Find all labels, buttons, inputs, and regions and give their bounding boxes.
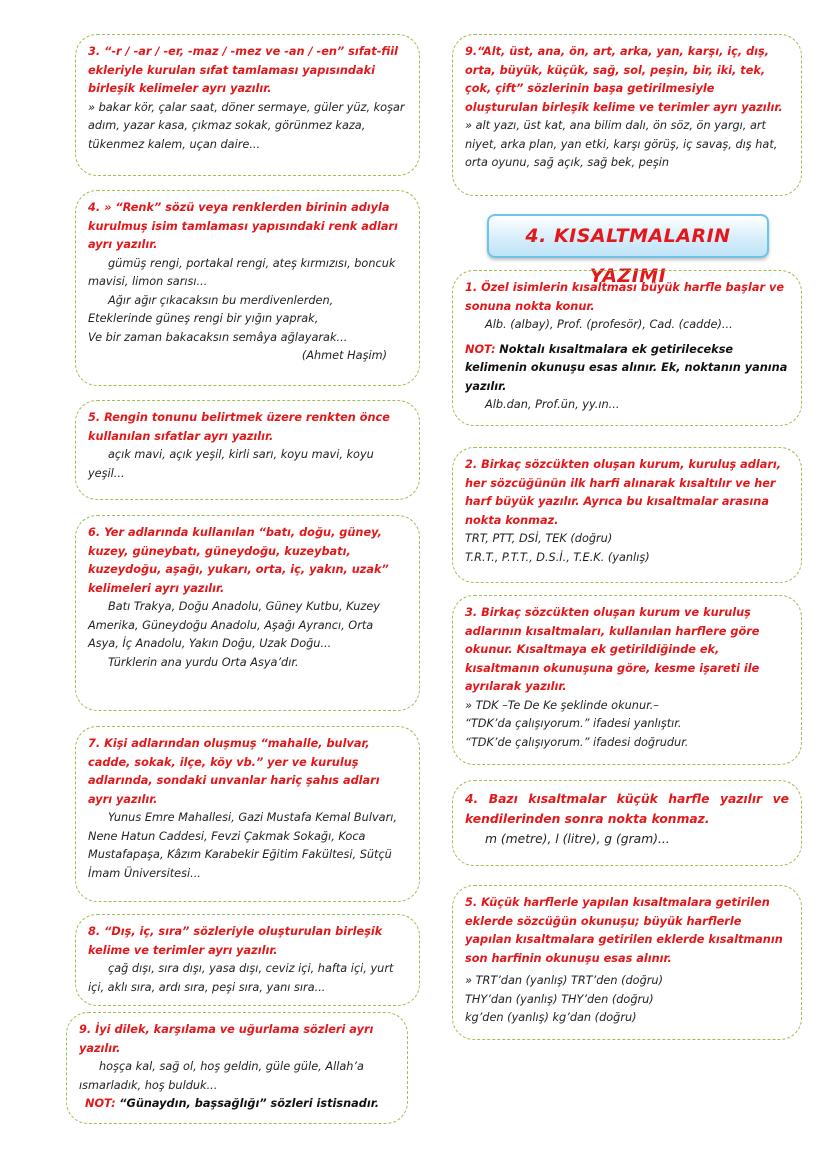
note-text: “Günaydın, başsağlığı” sözleri istisnadır. (119, 1097, 379, 1110)
note (79, 1095, 395, 1114)
rule-box-8 (75, 914, 420, 1006)
rule-examples: çağ dışı, sıra dışı, yasa dışı, ceviz içi, hafta içi, yurt içi, aklı sıra, ardı sıra, peşi sıra, yanı sıra... (88, 962, 394, 994)
section-title: 4. KISALTMALARIN YAZIMI (487, 214, 769, 258)
note-text: Noktalı kısaltmalara ek getirilecekse kelimenin okunuşu esas alınır. Ek, noktanın yanına yazılır. (465, 342, 788, 393)
rule-box-5 (75, 400, 420, 500)
example-line: “TDK’da çalışıyorum.” ifadesi yanlıştır. (465, 717, 682, 730)
rule-heading: 7. Kişi adlarından oluşmuş “mahalle, bulvar, cadde, sokak, ilçe, köy vb.” yer ve kuruluş adlarında, sondaki unvanlar hariç şahıs adları ayrı yazılır. (88, 737, 380, 806)
rule-examples: gümüş rengi, portakal rengi, ateş kırmızısı, boncuk mavisi, limon sarısı... (88, 256, 396, 288)
rule-box-7 (75, 726, 420, 902)
note-examples: Alb.dan, Prof.ün, yy.ın... (485, 398, 620, 411)
rule-heading: 2. Birkaç sözcükten oluşan kurum, kuruluş adları, her sözcüğünün ilk harfi alınarak kısaltılır ve her harf büyük yazılır. Ayrıca bu kısaltmalar arasına nokta konmaz. (465, 458, 782, 527)
rule-examples: » bakar kör, çalar saat, döner sermaye, güler yüz, koşar adım, yazar kasa, çıkmaz sokak, görünmez kaza, tükenmez kalem, uçan daire... (88, 100, 405, 151)
rule-examples: Batı Trakya, Doğu Anadolu, Güney Kutbu, Kuzey Amerika, Güneydoğu Anadolu, Aşağı Ayrancı, Orta Asya, İç Anadolu, Yakın Doğu, Uzak Doğu... (88, 600, 380, 650)
example-line: kg’den (yanlış) kg’dan (doğru) (465, 1011, 637, 1024)
rule-examples: açık mavi, açık yeşil, kirli sarı, koyu mavi, koyu yeşil... (88, 448, 374, 480)
example-line: “TDK’de çalışıyorum.” ifadesi doğrudur. (465, 735, 689, 749)
example-wrong: T.R.T., P.T.T., D.S.İ., T.E.K. (yanlış) (465, 550, 650, 564)
rule-heading: 3. Birkaç sözcükten oluşan kurum ve kuruluş adlarının kısaltmaları, kullanılan harflere göre okunur. Kısaltmaya ek getirildiğinde ek, kısaltmanın okunuşuna göre, kesme işareti ile ayrılarak yazılır. (465, 606, 760, 693)
rule-examples: Alb. (albay), Prof. (profesör), Cad. (cadde)... (485, 318, 733, 331)
rule-heading: 5. Küçük harflerle yapılan kısaltmalara getirilen eklerde sözcüğün okunuşu; büyük harflerle yapılan kısaltmalara getirilen eklerde kısaltmanın son harfinin okunuşu esas alınır. (465, 896, 783, 965)
example-line: THY’dan (yanlış) THY’den (doğru) (465, 992, 654, 1006)
abbr-rule-box-1 (452, 270, 802, 426)
poem-line: Eteklerinde güneş rengi bir yığın yaprak, (88, 312, 319, 325)
abbr-rule-box-5 (452, 885, 802, 1040)
abbr-rule-box-3 (452, 595, 802, 765)
rule-box-6 (75, 515, 420, 711)
rule-heading: 5. Rengin tonunu belirtmek üzere renkten önce kullanılan sıfatlar ayrı yazılır. (88, 411, 390, 443)
rule-examples: Yunus Emre Mahallesi, Gazi Mustafa Kemal Bulvarı, Nene Hatun Caddesi, Fevzi Çakmak Sokağı, Koca Mustafapaşa, Kâzım Karabekir Eğitim Fakültesi, Sütçü İmam Üniversitesi... (88, 811, 397, 880)
rule-heading: 8. “Dış, iç, sıra” sözleriyle oluşturulan birleşik kelime ve terimler ayrı yazılır. (88, 925, 383, 957)
example-line: » TRT’dan (yanlış) TRT’den (doğru) (465, 974, 663, 987)
note (465, 341, 789, 397)
abbr-rule-box-2 (452, 447, 802, 583)
poem-line: Ağır ağır çıkacaksın bu merdivenlerden, (108, 293, 334, 307)
note-label: NOT: (85, 1097, 116, 1110)
poem-author: (Ahmet Haşim) (301, 349, 387, 362)
rule-heading: 9. İyi dilek, karşılama ve uğurlama sözleri ayrı yazılır. (79, 1023, 374, 1055)
rule-examples: m (metre), l (litre), g (gram)... (485, 832, 670, 846)
rule-heading: 4. Bazı kısaltmalar küçük harfle yazılır ve kendilerinden sonra nokta konmaz. (465, 792, 789, 826)
rule-box-4 (75, 190, 420, 386)
rule-heading: 3. “-r / -ar / -er, -maz / -mez ve -an / -en” sıfat-fiil ekleriyle kurulan sıfat tamlaması yapısındaki birleşik kelimeler ayrı yazılır. (88, 45, 399, 95)
rule-examples: » alt yazı, üst kat, ana bilim dalı, ön söz, ön yargı, art niyet, arka plan, yan etki, karşı görüş, iç savaş, dış hat, orta oyunu, sağ açık, sağ bek, peşin (465, 119, 778, 169)
example-line: » TDK –Te De Ke şeklinde okunur.– (465, 698, 659, 712)
example-correct: TRT, PTT, DSİ, TEK (doğru) (465, 532, 613, 545)
example-sentence: Türklerin ana yurdu Orta Asya’dır. (108, 655, 299, 669)
rule-heading: 9.“Alt, üst, ana, ön, art, arka, yan, karşı, iç, dış, orta, büyük, küçük, sağ, sol, peşin, bir, iki, tek, çok, çift” sözlerinin başa getirilmesiyle oluşturulan birleşik kelime ve terimler ayrı yazılır. (465, 45, 783, 114)
rule-box-9 (66, 1012, 408, 1124)
abbr-rule-box-4 (452, 780, 802, 866)
rule-heading: 4. » “Renk” sözü veya renklerden birinin adıyla kurulmuş isim tamlaması yapısındaki renk adları ayrı yazılır. (88, 201, 398, 251)
rule-box-compound (452, 34, 802, 196)
rule-heading: 6. Yer adlarında kullanılan “batı, doğu, güney, kuzey, güneybatı, güneydoğu, kuzeybatı, kuzeydoğu, aşağı, yukarı, orta, iç, yakın, uzak” kelimeleri ayrı yazılır. (88, 526, 389, 595)
note-label: NOT: (465, 342, 496, 356)
rule-examples: hoşça kal, sağ ol, hoş geldin, güle güle, Allah’a ısmarladık, hoş bulduk... (79, 1060, 364, 1092)
poem-line: Ve bir zaman bakacaksın semâya ağlayarak... (88, 330, 348, 344)
rule-box-3 (75, 34, 420, 176)
rule-heading: 1. Özel isimlerin kısaltması büyük harfle başlar ve sonuna nokta konur. (465, 281, 785, 313)
